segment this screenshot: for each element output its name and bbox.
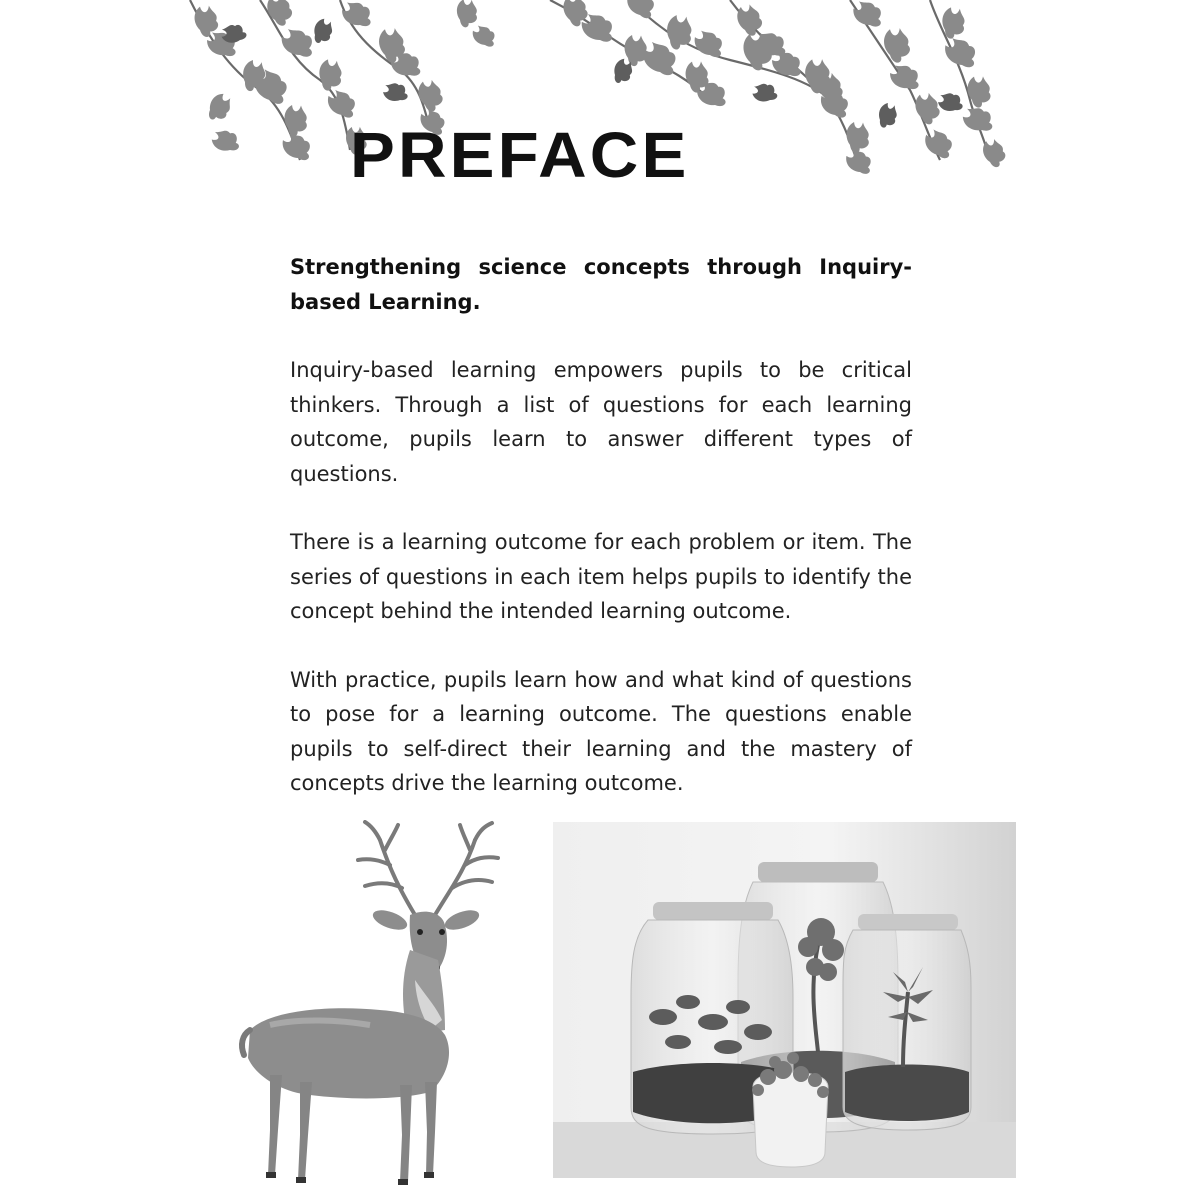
terrarium-jars-photo — [553, 822, 1016, 1178]
preface-heading: Strengthening science concepts through Inquiry-based Learning. — [290, 255, 912, 314]
preface-paragraph-3: With practice, pupils learn how and what kind of questions to pose for a learning outcome. The questions enable pupils to self-direct their learning and the mastery of concepts drive the learning outcome. — [290, 667, 912, 795]
terrarium-jars-icon — [553, 822, 1016, 1178]
preface-paragraph-2: There is a learning outcome for each problem or item. The series of questions in each item helps pupils to identify the concept behind the intended learning outcome. — [290, 530, 912, 623]
page-title: PREFACE — [350, 119, 690, 191]
preface-body — [290, 250, 912, 801]
leaves-branches-icon — [170, 0, 1010, 230]
deer-icon — [230, 820, 530, 1190]
preface-paragraph-1: Inquiry-based learning empowers pupils to be critical thinkers. Through a list of questions for each learning outcome, pupils learn to answer different types of questions. — [290, 358, 912, 486]
